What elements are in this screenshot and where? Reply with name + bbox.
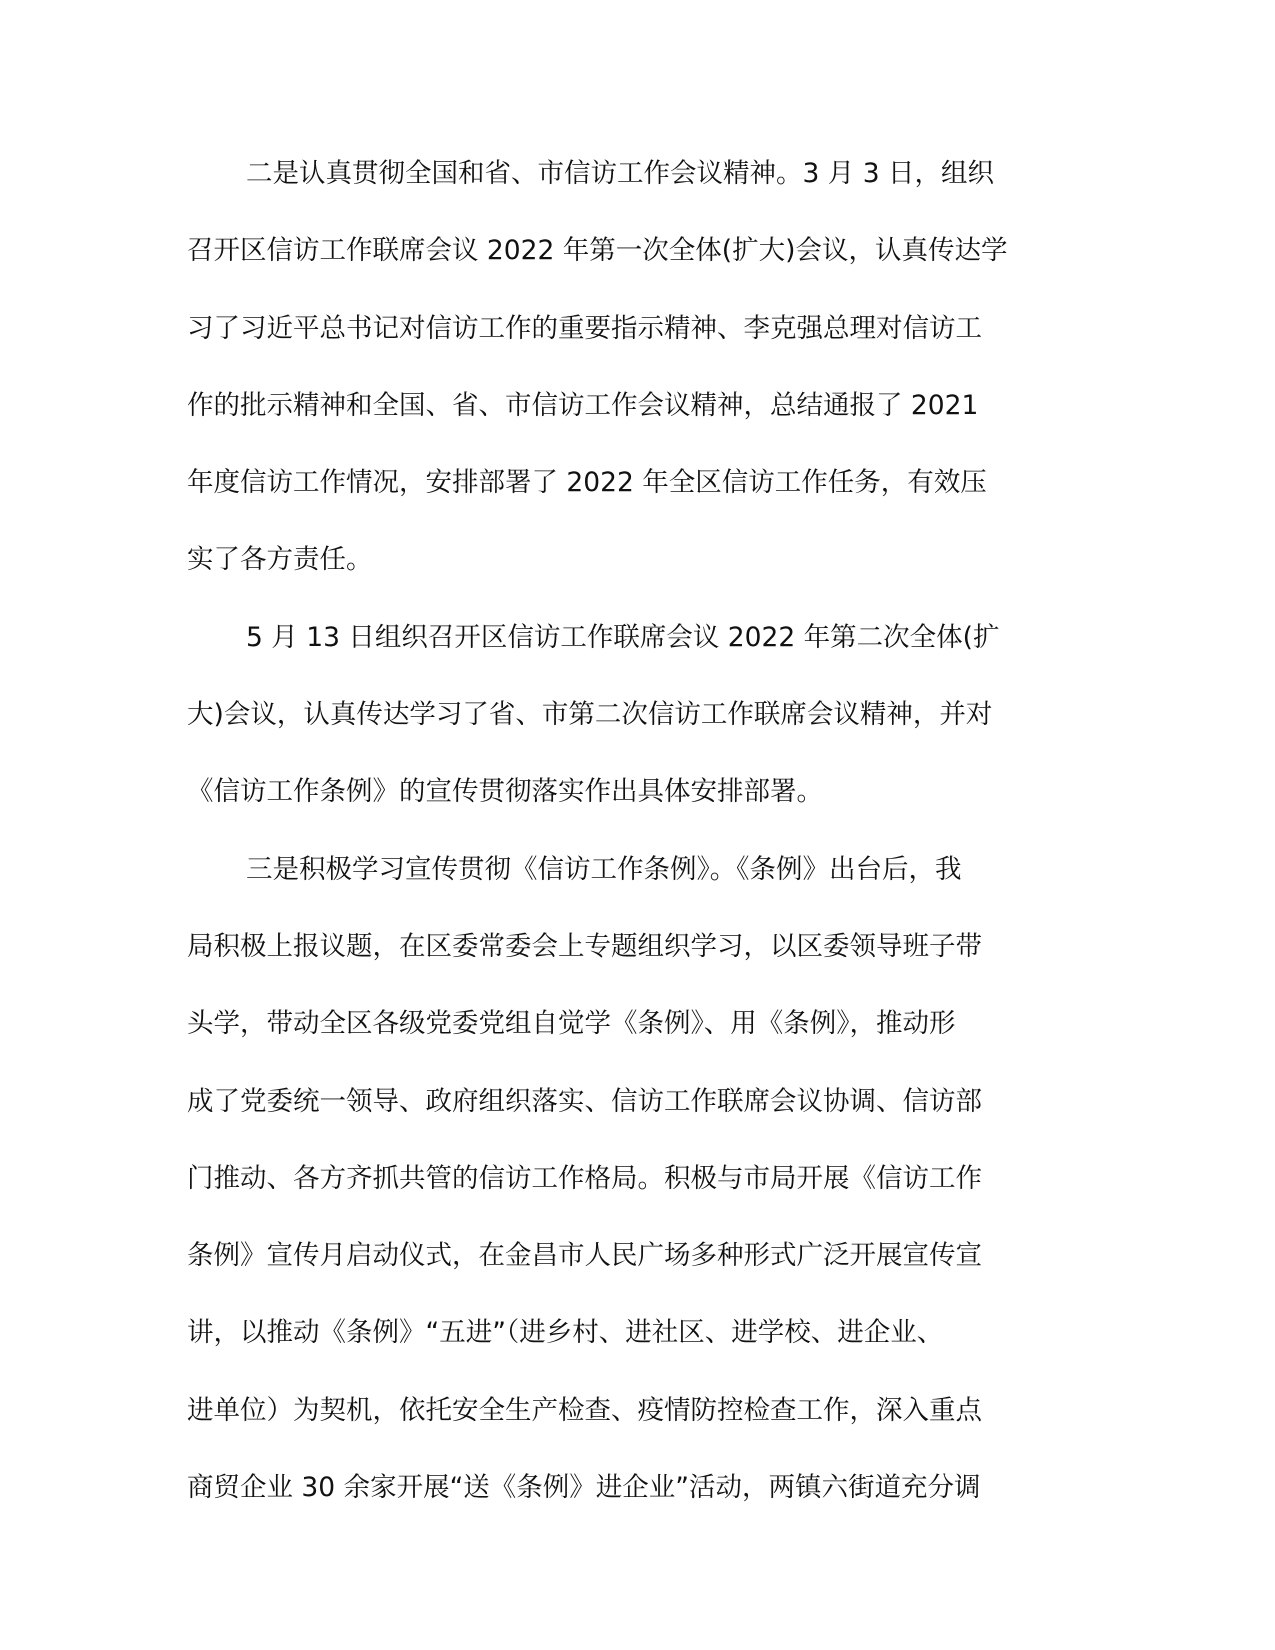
paragraph-1-line-1: 二是认真贯彻全国和省、市信访工作会议精神。3 月 3 日，组织 — [246, 158, 994, 189]
paragraph-3-line-9: 商贸企业 30 余家开展“送《条例》进企业”活动，两镇六街道充分调 — [187, 1472, 981, 1504]
paragraph-3-line-5: 门推动、各方齐抓共管的信访工作格局。积极与市局开展《信访工作 — [187, 1162, 982, 1194]
paragraph-2-line-2: 大)会议，认真传达学习了省、市第二次信访工作联席会议精神，并对 — [187, 699, 993, 731]
paragraph-3-line-6: 条例》宣传月启动仪式，在金昌市人民广场多种形式广泛开展宣传宣 — [187, 1240, 982, 1272]
paragraph-2-line-3: 《信访工作条例》的宣传贯彻落实作出具体安排部署。 — [187, 776, 823, 808]
paragraph-1-line-3: 习了习近平总书记对信访工作的重要指示精神、李克强总理对信访工 — [187, 312, 982, 344]
paragraph-3-line-3: 头学，带动全区各级党委党组自觉学《条例》、用《条例》，推动形 — [187, 1008, 956, 1040]
paragraph-1-line-5: 年度信访工作情况，安排部署了 2022 年全区信访工作任务，有效压 — [187, 467, 987, 499]
paragraph-3-line-4: 成了党委统一领导、政府组织落实、信访工作联席会议协调、信访部 — [187, 1085, 982, 1117]
paragraph-3-line-1: 三是积极学习宣传贯彻《信访工作条例》。《条例》出台后，我 — [246, 853, 962, 885]
paragraph-2-line-1: 5 月 13 日组织召开区信访工作联席会议 2022 年第二次全体(扩 — [246, 621, 1000, 653]
paragraph-1-line-6: 实了各方责任。 — [187, 544, 373, 576]
paragraph-1-line-2: 召开区信访工作联席会议 2022 年第一次全体(扩大)会议，认真传达学 — [187, 235, 1008, 267]
paragraph-3-line-8: 进单位）为契机，依托安全生产检查、疫情防控检查工作，深入重点 — [187, 1394, 982, 1426]
document-body — [187, 135, 1087, 1526]
paragraph-3-line-2: 局积极上报议题，在区委常委会上专题组织学习，以区委领导班子带 — [187, 930, 982, 962]
paragraph-3-line-7: 讲，以推动《条例》“五进”（进乡村、进社区、进学校、进企业、 — [187, 1317, 944, 1349]
paragraph-1-line-4: 作的批示精神和全国、省、市信访工作会议精神，总结通报了 2021 — [187, 389, 979, 421]
